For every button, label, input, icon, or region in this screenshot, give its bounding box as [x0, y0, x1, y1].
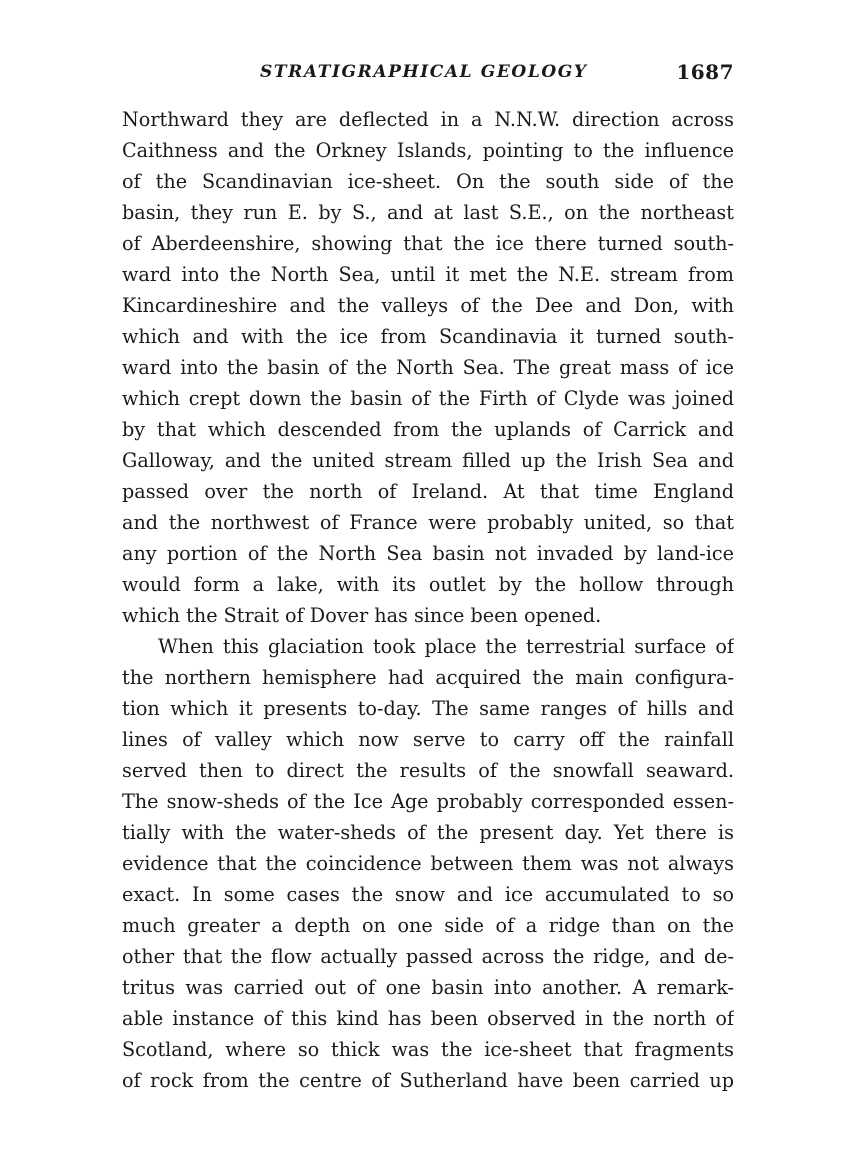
- paragraph-1: [122, 104, 734, 631]
- text-line: much greater a depth on one side of a ridge than on the: [122, 914, 734, 937]
- text-line: When this glaciation took place the terrestrial surface of: [158, 635, 734, 658]
- text-line: the northern hemisphere had acquired the main configura-: [122, 666, 734, 689]
- text-line: any portion of the North Sea basin not invaded by land-ice: [122, 542, 734, 565]
- text-line: and the northwest of France were probably united, so that: [122, 511, 734, 534]
- text-line: Galloway, and the united stream filled up the Irish Sea and: [122, 449, 734, 472]
- text-line: able instance of this kind has been observed in the north of: [122, 1007, 734, 1030]
- text-line: of Aberdeenshire, showing that the ice there turned south-: [122, 232, 734, 255]
- text-line: which crept down the basin of the Firth of Clyde was joined: [122, 387, 734, 410]
- text-line: exact. In some cases the snow and ice accumulated to so: [122, 883, 734, 906]
- page-number: 1687: [676, 60, 734, 84]
- running-title: STRATIGRAPHICAL GEOLOGY: [260, 62, 588, 82]
- text-line: other that the flow actually passed across the ridge, and de-: [122, 945, 734, 968]
- running-head: [122, 60, 734, 94]
- text-line: which the Strait of Dover has since been opened.: [122, 604, 602, 627]
- paragraph-2: [122, 631, 734, 1096]
- text-line: The snow-sheds of the Ice Age probably corresponded essen-: [122, 790, 734, 813]
- text-line: Northward they are deflected in a N.N.W. direction across: [122, 108, 734, 131]
- text-line: Caithness and the Orkney Islands, pointing to the influence: [122, 139, 734, 162]
- body-text: [122, 104, 734, 1096]
- text-line: tially with the water-sheds of the present day. Yet there is: [122, 821, 734, 844]
- text-line: Kincardineshire and the valleys of the Dee and Don, with: [122, 294, 734, 317]
- text-line: passed over the north of Ireland. At that time England: [122, 480, 734, 503]
- text-line: would form a lake, with its outlet by the hollow through: [122, 573, 734, 596]
- text-line: ward into the basin of the North Sea. The great mass of ice: [122, 356, 734, 379]
- text-line: which and with the ice from Scandinavia it turned south-: [122, 325, 734, 348]
- text-line: served then to direct the results of the snowfall seaward.: [122, 759, 734, 782]
- text-line: of the Scandinavian ice-sheet. On the south side of the: [122, 170, 734, 193]
- text-line: lines of valley which now serve to carry off the rainfall: [122, 728, 734, 751]
- text-line: by that which descended from the uplands of Carrick and: [122, 418, 734, 441]
- text-line: Scotland, where so thick was the ice-sheet that fragments: [122, 1038, 734, 1061]
- text-line: of rock from the centre of Sutherland have been carried up: [122, 1069, 734, 1092]
- text-line: evidence that the coincidence between them was not always: [122, 852, 734, 875]
- text-line: tion which it presents to-day. The same ranges of hills and: [122, 697, 734, 720]
- text-line: basin, they run E. by S., and at last S.E., on the northeast: [122, 201, 734, 224]
- text-line: ward into the North Sea, until it met the N.E. stream from: [122, 263, 734, 286]
- text-line: tritus was carried out of one basin into another. A remark-: [122, 976, 734, 999]
